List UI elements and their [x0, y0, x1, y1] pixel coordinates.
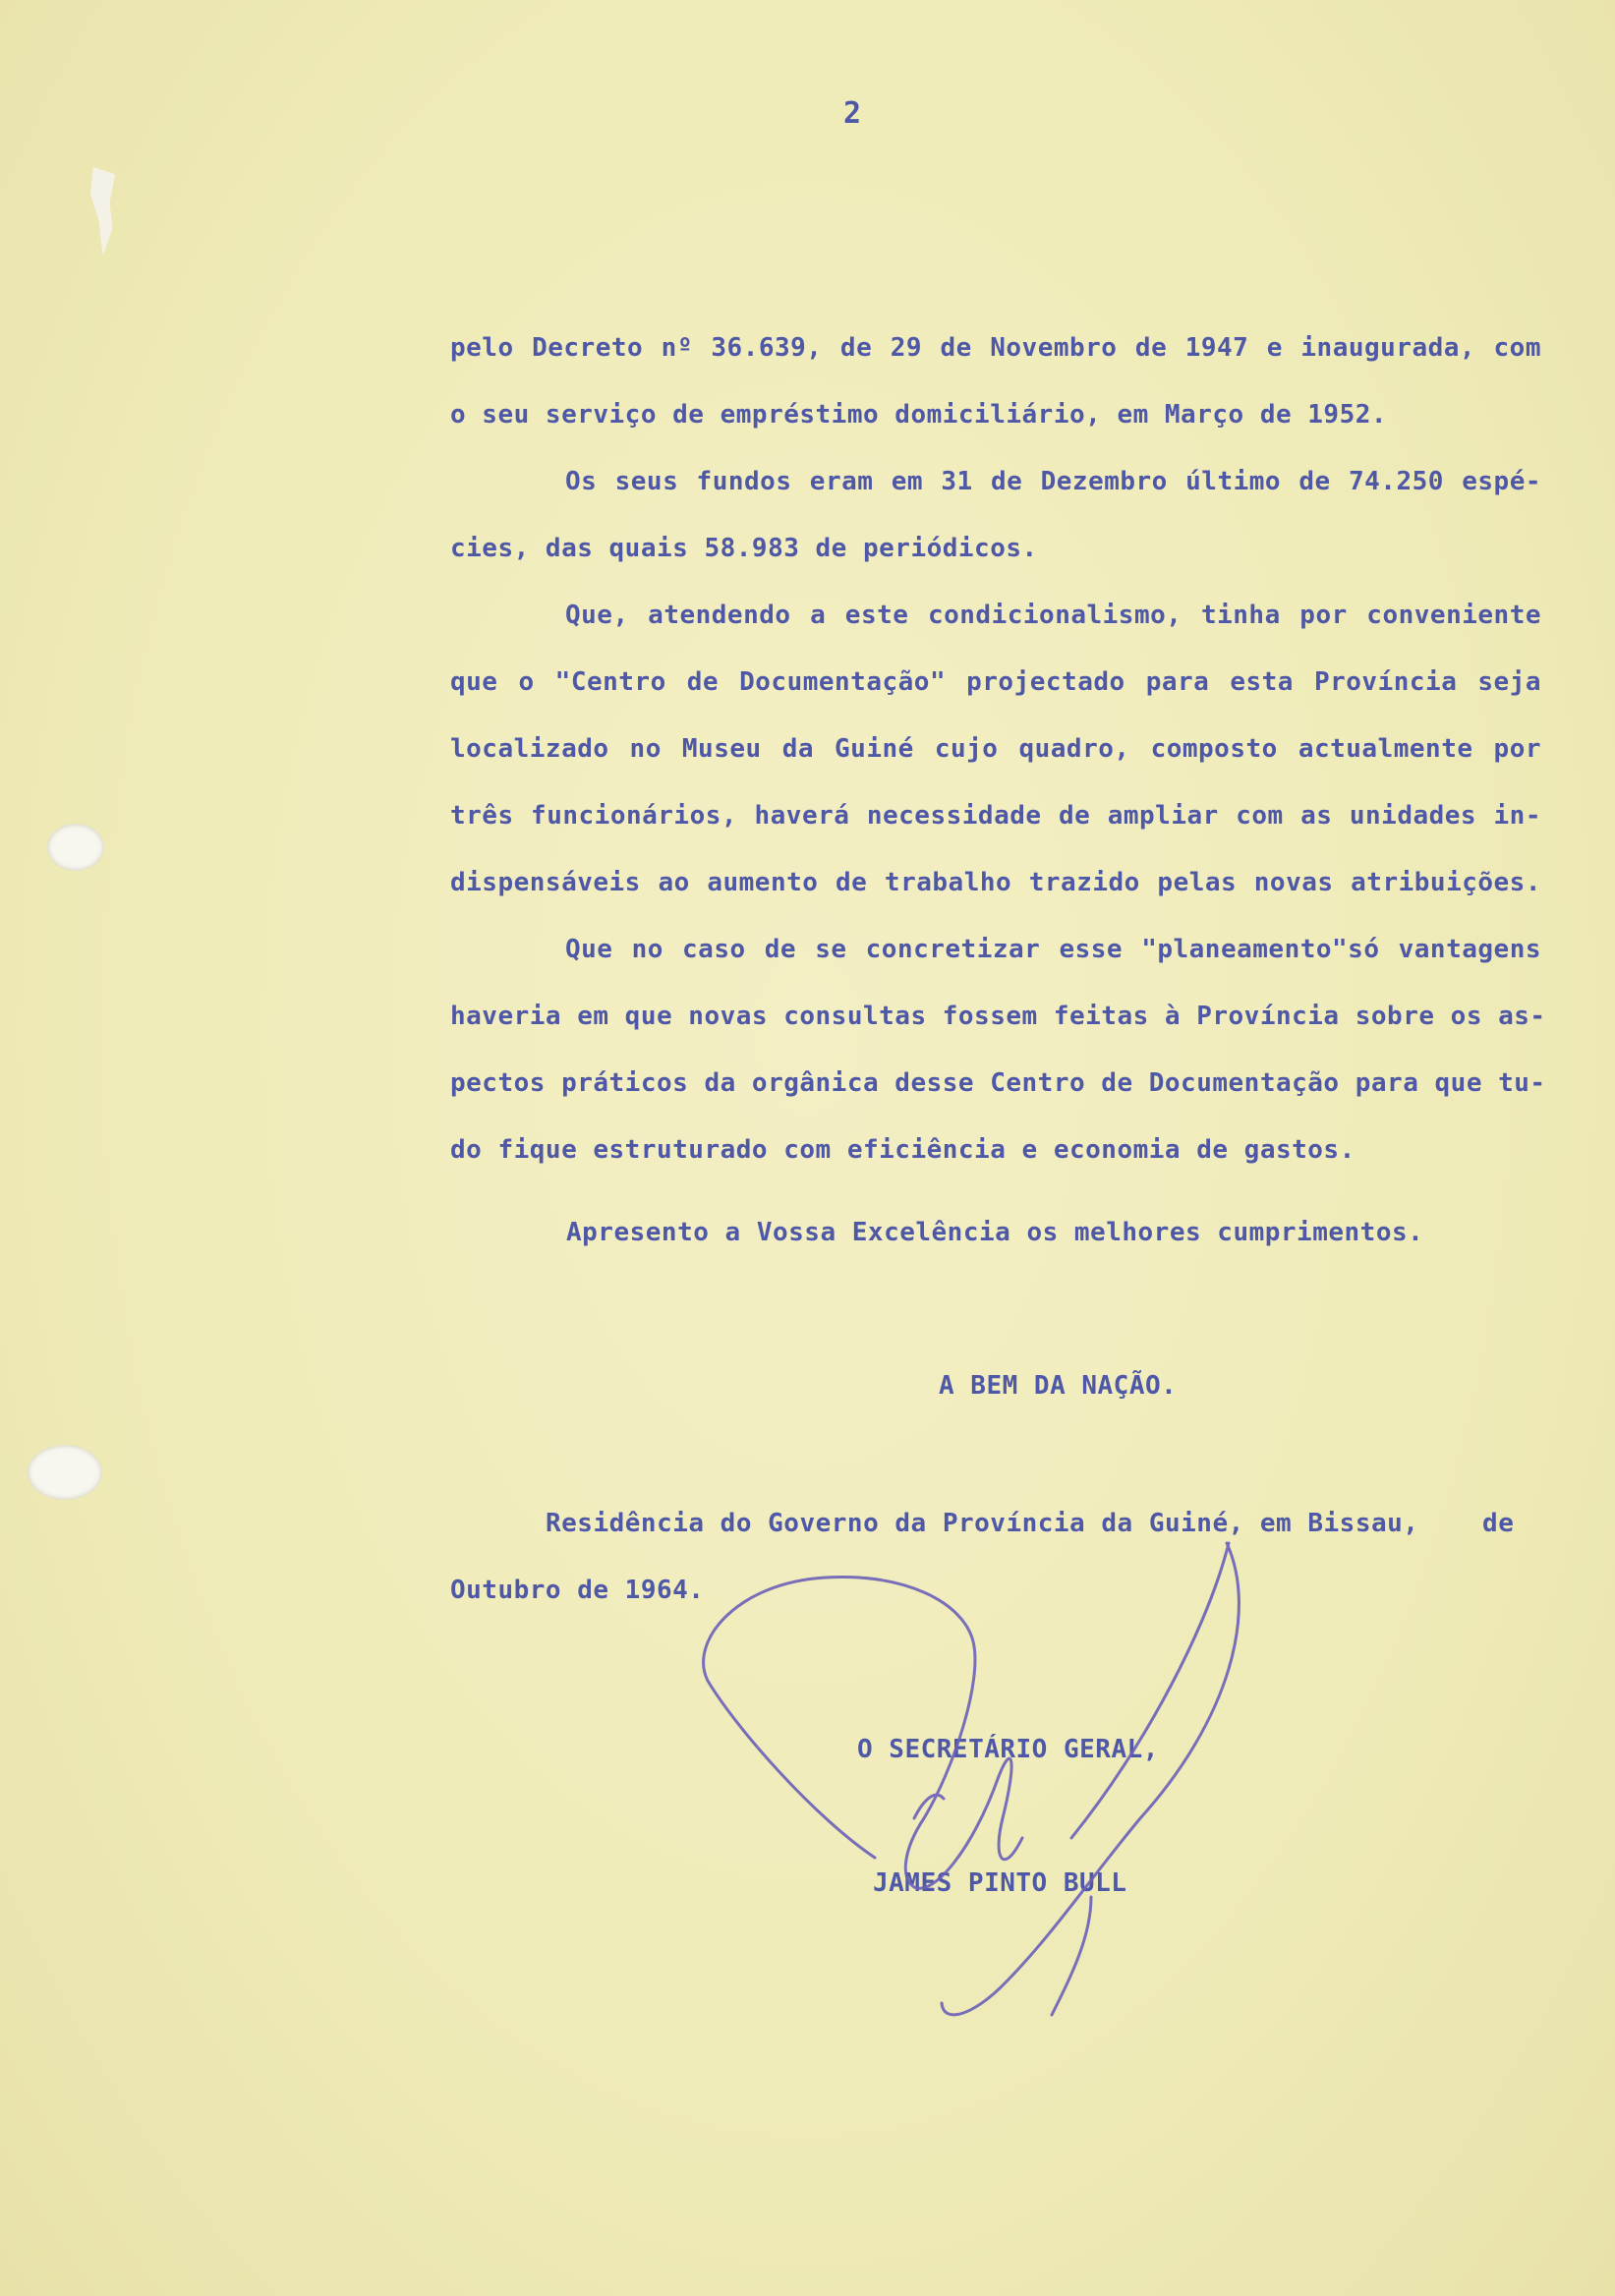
body-line: Os seus fundos eram em 31 de Dezembro último de 74.250 espé-	[565, 467, 1541, 496]
punch-hole-bottom	[28, 1445, 102, 1500]
body-line: Que no caso de se concretizar esse "planeamento"só vantagens	[565, 935, 1541, 964]
body-line: Que, atendendo a este condicionalismo, tinha por conveniente	[565, 601, 1541, 630]
closing-salutation: Apresento a Vossa Excelência os melhores cumprimentos.	[566, 1218, 1424, 1247]
punch-hole-top	[47, 824, 104, 871]
signer-title: O SECRETÁRIO GERAL,	[857, 1735, 1159, 1764]
body-line: o seu serviço de empréstimo domiciliário, em Março de 1952.	[450, 400, 1388, 430]
body-line: que o "Centro de Documentação" projectado para esta Província seja	[450, 667, 1541, 697]
body-line: três funcionários, haverá necessidade de ampliar com as unidades in-	[450, 801, 1541, 831]
page-number: 2	[843, 96, 862, 131]
body-line: dispensáveis ao aumento de trabalho trazido pelas novas atribuições.	[450, 868, 1541, 897]
body-line: pelo Decreto nº 36.639, de 29 de Novembro de 1947 e inaugurada, com	[450, 333, 1541, 363]
body-line: localizado no Museu da Guiné cujo quadro, composto actualmente por	[450, 734, 1541, 764]
body-line: do fique estruturado com eficiência e economia de gastos.	[450, 1135, 1355, 1165]
signer-name: JAMES PINTO BULL	[873, 1868, 1127, 1898]
body-line: pectos práticos da orgânica desse Centro de Documentação para que tu-	[450, 1068, 1546, 1098]
place-line: Residência do Governo da Província da Guiné, em Bissau, de	[546, 1509, 1515, 1538]
letter-body	[450, 315, 1546, 1183]
body-line: cies, das quais 58.983 de periódicos.	[450, 534, 1038, 563]
body-line: haveria em que novas consultas fossem feitas à Província sobre os as-	[450, 1002, 1546, 1031]
date-line: Outubro de 1964.	[450, 1576, 705, 1605]
motto: A BEM DA NAÇÃO.	[939, 1371, 1178, 1401]
